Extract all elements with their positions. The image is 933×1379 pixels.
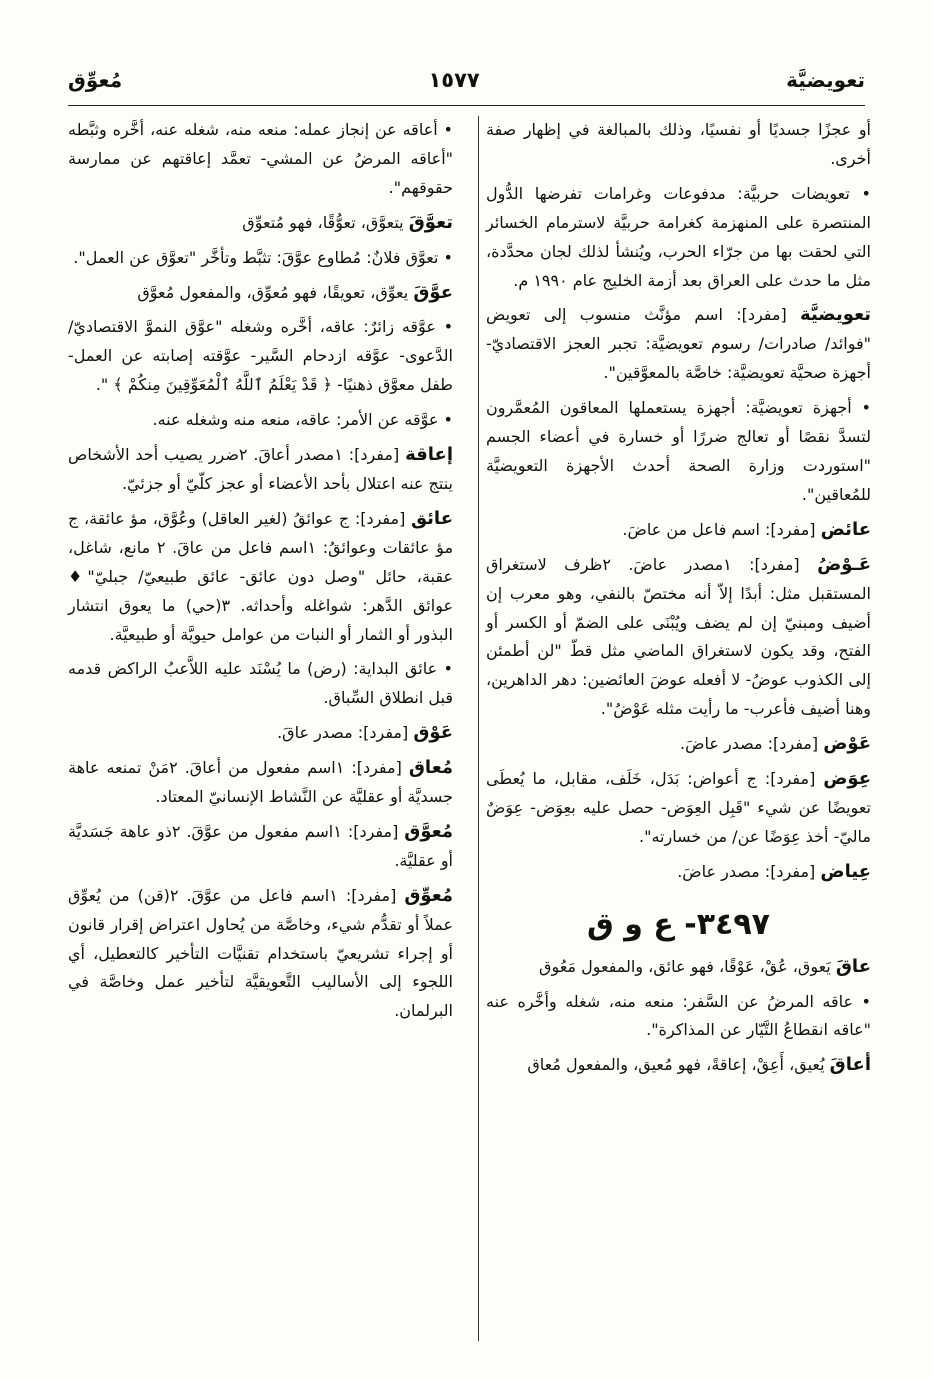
dictionary-entry [68,279,453,308]
sub-entry: • عوَّقه عن الأمر: عاقه، منعه منه وشغله عنه. [68,406,453,435]
dictionary-entry [68,818,453,876]
dictionary-entry [486,953,871,982]
entry-headword: تعوَّقَ [408,211,453,233]
entry-definition: [مفرد]: مصدر عاضَ. [677,861,821,881]
entry-definition: [مفرد]: اسم مؤنَّث منسوب إلى تعويض "فوائد/ صادرات/ رسوم تعويضيَّة: تجبر العجز الاقتصاديّ- أجهزة صحيَّة تعويضيَّة: خاصَّة بالمعوَّقين". [486,305,871,383]
dictionary-entry [68,505,453,650]
entry-headword: إعاقة [405,444,454,466]
entry-headword: عَوْق [413,722,453,744]
entry-headword: عاقَ [835,955,871,977]
sub-entry: • أجهزة تعويضيَّة: أجهزة يستعملها المعاقون المُعمَّرون لتسدَّ نقصًا أو تعالج ضررًا أو خسارة في أعضاء الجسم "استوردت وزارة الصحة أحدث الأجهزة التعويضيَّة للمُعاقين". [486,394,871,510]
entry-headword: عَوْض [823,733,871,755]
entry-definition: [مفرد]: مصدر عاضَ. [680,734,824,754]
page-header [68,62,865,98]
sub-entry: • عوَّقه زائرٌ: عاقه، أخَّره وشغله "عوَّق النموَّ الاقتصاديّ/ الدَّعوى- عوَّقه ازدحام السَّير- عوَّقته إصابته عن العمل- طفل معوَّق ذهنيًا- ﴿ قَدْ يَعْلَمُ ٱللَّهُ ٱلْمُعَوِّقِينَ مِنكُمْ ﴾ ". [68,313,453,400]
entry-definition: يُعيق، أَعِقْ، إعاقةً، فهو مُعيق، والمفعول مُعاق [527,1055,830,1075]
entry-headword: عائض [820,518,871,540]
root-heading: ٣٤٩٧- ع و ق [587,906,770,942]
entry-definition: [مفرد]: مصدر عاقَ. [277,723,414,743]
dictionary-entry [68,719,453,748]
header-rule [68,105,865,106]
dictionary-entry [486,1051,871,1080]
entry-headword: مُعاق [408,757,453,779]
entry-definition: [مفرد]: ج أعواض: بَدَل، خَلَف، مقابل، ما يُعطَى تعويضًا عن شيء "قَبِل العِوَض- حصل عليه بعِوَض- عِوَضٌ ماليّ- أخذ عِوَضًا عن/ من خسارته". [486,769,871,846]
dictionary-entry [68,754,453,812]
right-column [486,116,871,1086]
entry-definition: [مفرد]: ١مصدر عاضَ. ٢ظرف لاستغراق المستقبل مثل: أبدًا إلاّ أنه مختصّ بالنفي، وهو معرب إن أضيف ومبنيّ إن لم يضف ويُبْنَى على الضمّ أو الكسر أو الفتح، وقد يكون لاستغراق الماضي مثل قطّ "لن أطمئن إلى الكذوب عوضُ- لا أفعله عوضَ العائضين: دهر الداهرين، وهنا أضيف فأعرب- ما رأيت مثله عَوْضُ". [486,554,871,719]
entry-definition: [مفرد]: ١اسم مفعول من أعاقَ. ٢مَنْ تمنعه عاهة جسديَّة أو عقليَّة عن النَّشاط الإنسانيّ المعتاد. [68,758,453,807]
sub-entry: • عاقه المرضُ عن السَّفر: منعه منه، شغله وأخَّره عنه "عاقه انقطاعُ التَّيّار عن المذاكرة". [486,988,871,1046]
entry-definition: [مفرد]: اسم فاعل من عاضَ. [622,519,821,539]
sub-entry: • أعاقه عن إنجاز عمله: منعه منه، شغله عنه، أخَّره وثبَّطه "أعاقه المرضُ عن المشي- تعمَّد إعاقتهم عن ممارسة حقوقهم". [68,116,453,203]
entry-definition: [مفرد]: ج عوائقُ (لغير العاقل) وعُوَّق، مؤ عائقة، ج مؤ عائقات وعوائقُ: ١اسم فاعل من عاقَ. ٢ مانع، شاغل، عقبة، حائل "وصل دون عائق- عائق طبيعيّ/ جبليّ"♦ عوائق الدَّهر: شواغله وأحداثه. ٣(حي) ما يعوق انتشار البذور أو الثمار أو النبات من عوامل حيويَّة أو طبيعيَّة. [68,508,454,644]
dictionary-entry [68,882,453,1027]
dictionary-entry [486,301,871,388]
sub-entry: • عائق البداية: (رض) ما يُسْنَد عليه اللاَّعبُ الراكض قدمه قبل انطلاق السِّباق. [68,655,453,713]
page-number: ١٥٧٧ [428,68,480,92]
dictionary-entry [486,551,871,724]
entry-headword: مُعوِّق [404,884,453,906]
entry-headword: عائق [410,507,453,529]
entry-definition: يتعوَّق، تعوُّقًا، فهو مُتعوِّق [242,212,409,232]
entry-definition: [مفرد]: ١مصدر أعاقَ. ٢ضرر يصيب أحد الأشخاص ينتج عنه اعتلال بأحد الأعضاء أو عجز كلّيّ أو جزئيّ. [68,445,453,493]
entry-headword: عِوَض [823,768,871,790]
header-right-word: تعويضيَّة [786,68,865,92]
entry-headword: تعويضيَّة [800,304,871,326]
dictionary-entry [486,730,871,759]
entry-definition: [مفرد]: ١اسم فاعل من عوَّقَ. ٢(قن) من يُعوِّق عملاً أو تقدُّم شيء، وخاصَّة من يُحاول اعتراض إقرار قانون أو إجراء تشريعيّ باستخدام تقنيَّات التأخير كالتعطيل، أي اللجوء إلى الأساليب التَّعويقيَّة لتأخير عمل وخاصَّة في البرلمان. [68,885,453,1021]
entry-headword: عَـوْضُ [817,553,872,575]
sub-entry: • تعويضات حربيَّة: مدفوعات وغرامات تفرضها الدُّول المنتصرة على المنهزمة كغرامة حربيَّة لاسترمام الخسائر التي لحقت بها من جرّاء الحرب، ويُنشأ لذلك لجان محدَّدة، مثل ما حدث على العراق بعد أزمة الخليج عام ١٩٩٠ م. [486,180,871,296]
entry-definition: يَعوق، عُقْ، عَوْقًا، فهو عائق، والمفعول مَعُوق [539,956,836,976]
continuation-text: أو عجزًا جسديًا أو نفسيًا، وذلك بالمبالغة في إظهار صفة أخرى. [486,120,871,168]
entry-headword: عِياض [820,860,871,882]
dictionary-entry [486,765,871,852]
entry-headword: مُعوَّق [404,820,453,842]
dictionary-entry [68,441,453,499]
header-left-word: مُعوِّق [68,68,123,92]
entry-headword: عوَّقَ [413,281,453,303]
entry-definition: يعوِّق، تعويقًا، فهو مُعوِّق، والمفعول مُعوَّق [137,282,414,302]
sub-entry: • تعوَّق فلانٌ: مُطاوع عوَّقَ: تثبَّط وتأخَّر "تعوَّق عن العمل". [68,244,453,273]
dictionary-entry [68,209,453,238]
dictionary-entry [486,858,871,887]
dictionary-entry [486,516,871,545]
column-divider [478,116,479,1341]
entry-headword: أعاقَ [829,1054,871,1076]
left-column [68,116,453,1032]
entry-definition: [مفرد]: ١اسم مفعول من عوَّقَ. ٢ذو عاهة جَسَديَّة أو عقليَّة. [68,821,453,870]
